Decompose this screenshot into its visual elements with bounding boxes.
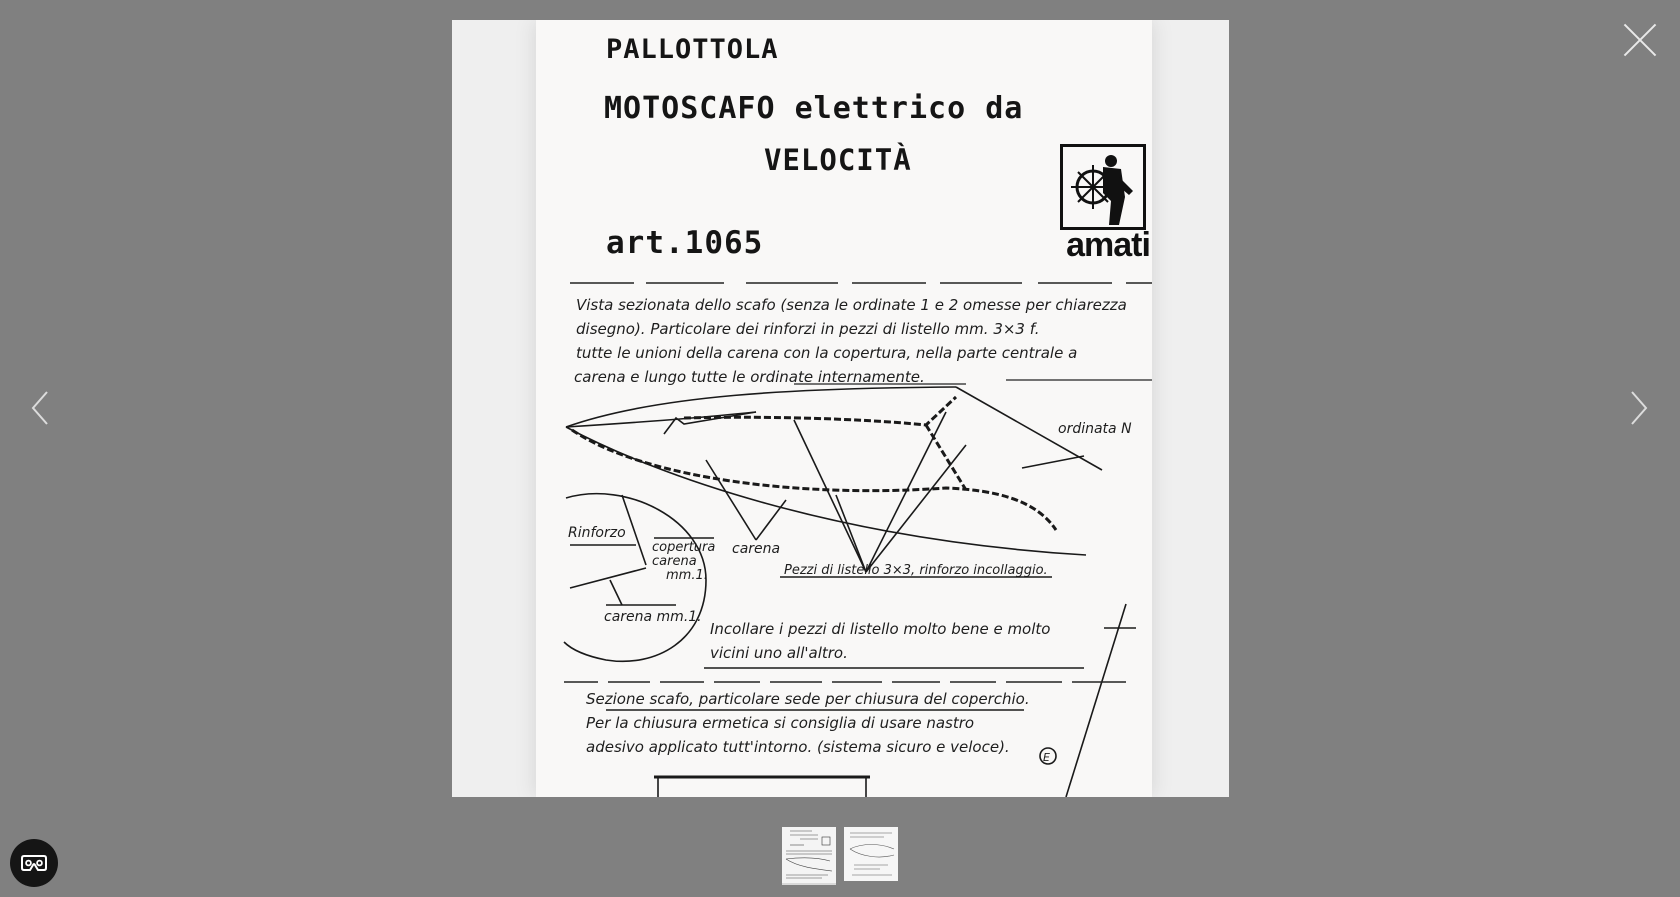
sheet-title-line3: VELOCITÀ [764, 143, 912, 177]
label-copertura: copertura [652, 540, 716, 555]
chevron-left-icon[interactable] [25, 388, 55, 428]
thumbnail-page-1[interactable] [782, 827, 836, 885]
section-line: Per la chiusura ermetica si consiglia di usare nastro [586, 714, 975, 732]
label-carena: carena [732, 541, 781, 557]
marker-e: E [1043, 751, 1050, 764]
section-line: Sezione scafo, particolare sede per chiusura del coperchio. [586, 690, 1030, 708]
article-number: art.1065 [606, 225, 764, 261]
close-icon[interactable] [1622, 22, 1658, 58]
logo-text: amati [1066, 226, 1150, 264]
label-rinforzo: Rinforzo [568, 525, 626, 541]
label-copertura: mm.1. [666, 568, 708, 583]
sheet-title-line1: PALLOTTOLA [606, 34, 779, 65]
description-line: carena e lungo tutte le ordinate internamente. [574, 368, 925, 386]
sheet-title-line2: MOTOSCAFO elettrico da [604, 91, 1024, 126]
description-line: tutte le unioni della carena con la copertura, nella parte centrale a [576, 344, 1078, 362]
amati-logo [1056, 144, 1156, 264]
description-line: Vista sezionata dello scafo (senza le ordinate 1 e 2 omesse per chiarezza [576, 296, 1127, 314]
thumbnail-page-2[interactable] [844, 827, 898, 881]
note-incollare: vicini uno all'altro. [710, 644, 848, 662]
section-line: adesivo applicato tutt'intorno. (sistema sicuro e veloce). [586, 738, 1010, 756]
note-incollare: Incollare i pezzi di listello molto bene e molto [710, 620, 1051, 638]
chevron-right-icon[interactable] [1624, 388, 1654, 428]
cardboard-vr-icon[interactable] [10, 839, 58, 887]
instruction-sheet [536, 20, 1152, 797]
label-carena-mm: carena mm.1. [604, 609, 702, 625]
label-pezzi: Pezzi di listello 3×3, rinforzo incollaggio. [784, 563, 1048, 578]
label-ordinata: ordinata N [1058, 421, 1132, 437]
main-image [452, 20, 1229, 797]
label-copertura: carena [652, 554, 697, 569]
description-line: disegno). Particolare dei rinforzi in pezzi di listello mm. 3×3 f. [576, 320, 1040, 338]
